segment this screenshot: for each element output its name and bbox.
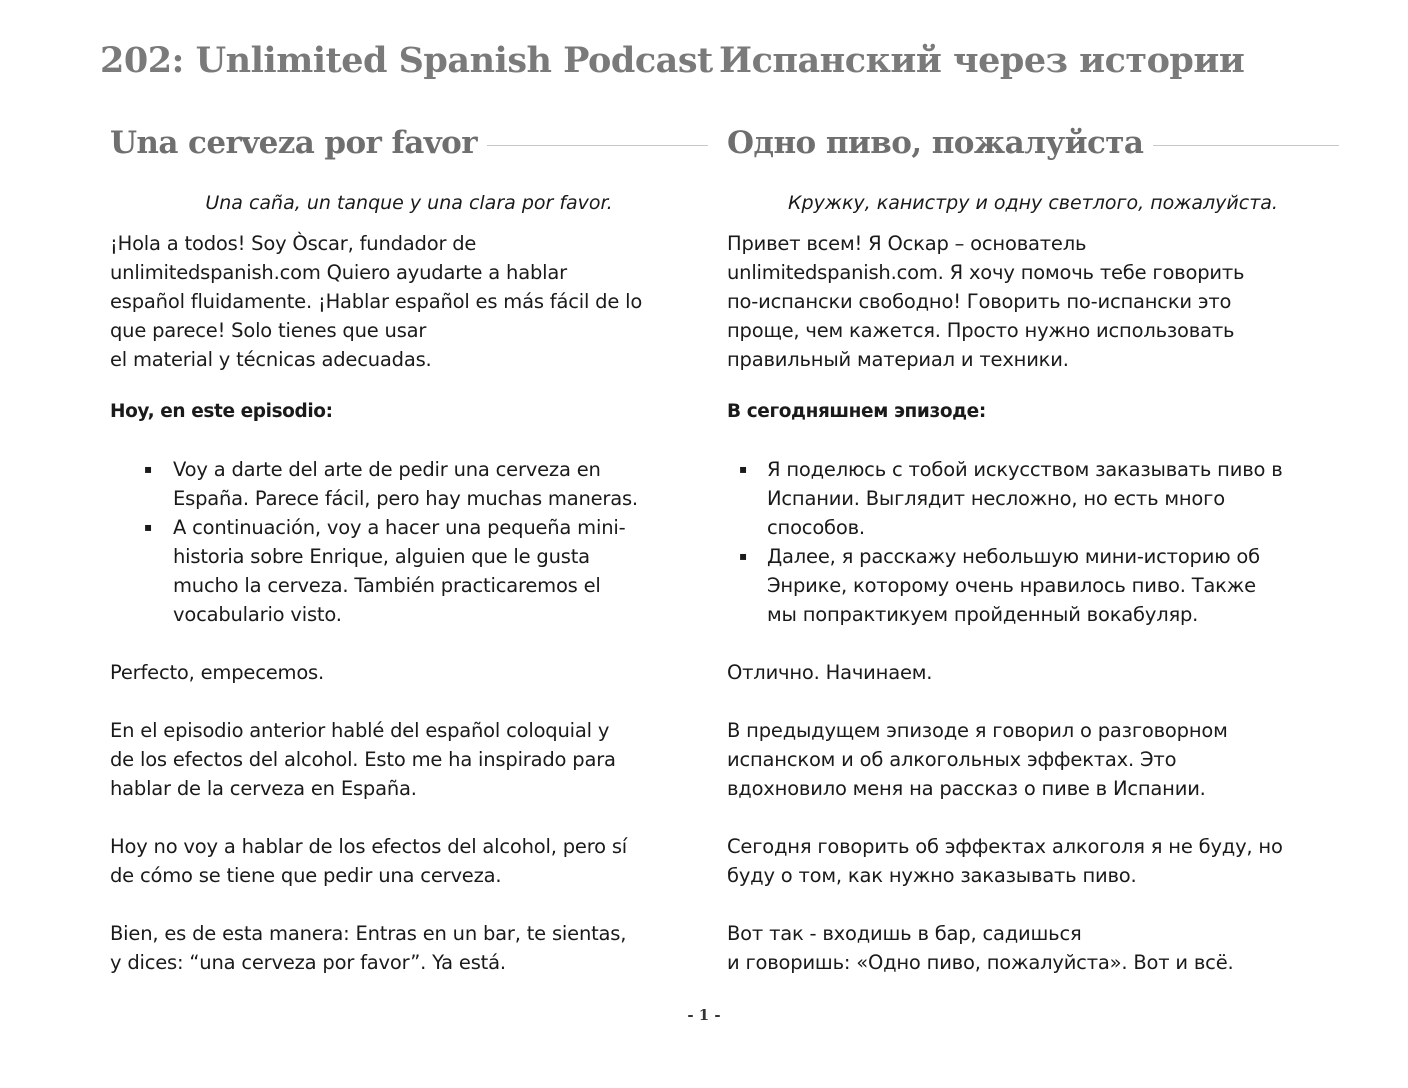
spanish-paragraph (110, 658, 708, 687)
spanish-subtitle: Una caña, un tanque y una clara por favor. (205, 192, 613, 214)
text-line: Отлично. Начинаем. (727, 661, 933, 684)
russian-paragraph (727, 658, 1339, 687)
russian-column (727, 118, 1339, 977)
text-line: вдохновило меня на рассказ о пиве в Испании. (727, 777, 1206, 800)
text-line: el material y técnicas adecuadas. (110, 348, 432, 371)
page-number: - 1 - (687, 1006, 721, 1024)
text-line: ¡Hola a todos! Soy Òscar, fundador de (110, 232, 477, 255)
list-item (727, 455, 1339, 542)
text-line: En el episodio anterior hablé del español coloquial y (110, 719, 610, 742)
spanish-column (110, 118, 708, 977)
list-item (110, 455, 708, 513)
text-line: Я поделюсь с тобой искусством заказывать пиво в (767, 458, 1283, 481)
text-line: испанском и об алкогольных эффектах. Это (727, 748, 1177, 771)
list-item (727, 542, 1339, 629)
square-bullet-icon: ▪ (739, 549, 747, 563)
text-line: unlimitedspanish.com. Я хочу помочь тебе говорить (727, 261, 1245, 284)
text-line: España. Parece fácil, pero hay muchas maneras. (173, 487, 638, 510)
text-line: буду о том, как нужно заказывать пиво. (727, 864, 1137, 887)
page-header (100, 40, 1340, 96)
spanish-paragraph (110, 716, 708, 803)
text-line: Далее, я расскажу небольшую мини-историю об (767, 545, 1260, 568)
russian-subtitle: Кружку, канистру и одну светлого, пожалуйста. (788, 192, 1278, 214)
text-line: и говоришь: «Одно пиво, пожалуйста». Вот и всё. (727, 951, 1234, 974)
spanish-bullet-list (110, 455, 708, 629)
text-line: Привет всем! Я Оскар – основатель (727, 232, 1087, 255)
text-line: правильный материал и техники. (727, 348, 1069, 371)
title-divider (1153, 145, 1339, 146)
text-line: hablar de la cerveza en España. (110, 777, 417, 800)
text-line: по-испански свободно! Говорить по-испански это (727, 290, 1232, 313)
text-line: Энрике, которому очень нравилось пиво. Также (767, 574, 1256, 597)
spanish-episode-heading: Hoy, en este episodio: (110, 401, 333, 422)
spanish-episode-title: Una cerveza por favor (110, 125, 477, 161)
text-line: español fluidamente. ¡Hablar español es más fácil de lo (110, 290, 643, 313)
text-line: Perfecto, empecemos. (110, 661, 325, 684)
text-line: Вот так - входишь в бар, садишься (727, 922, 1082, 945)
text-line: vocabulario visto. (173, 603, 342, 626)
russian-bullet-list (727, 455, 1339, 629)
title-divider (487, 145, 708, 146)
text-line: Сегодня говорить об эффектах алкоголя я не буду, но (727, 835, 1283, 858)
text-line: A continuación, voy a hacer una pequeña mini- (173, 516, 626, 539)
spanish-paragraph (110, 832, 708, 890)
spanish-paragraph (110, 919, 708, 977)
square-bullet-icon: ▪ (739, 462, 747, 476)
text-line: Испании. Выглядит несложно, но есть много (767, 487, 1225, 510)
text-line: que parece! Solo tienes que usar (110, 319, 427, 342)
text-line: мы попрактикуем пройденный вокабуляр. (767, 603, 1199, 626)
russian-paragraph (727, 716, 1339, 803)
russian-intro-paragraph (727, 229, 1339, 374)
spanish-intro-paragraph (110, 229, 708, 374)
text-line: способов. (767, 516, 865, 539)
text-line: y dices: “una cerveza por favor”. Ya está. (110, 951, 506, 974)
text-line: Voy a darte del arte de pedir una cerveza en (173, 458, 601, 481)
russian-title-row (727, 118, 1339, 168)
russian-episode-heading: В сегодняшнем эпизоде: (727, 401, 986, 422)
text-line: Bien, es de esta manera: Entras en un bar, te sientas, (110, 922, 627, 945)
text-line: mucho la cerveza. También practicaremos el (173, 574, 601, 597)
text-line: historia sobre Enrique, alguien que le gusta (173, 545, 590, 568)
text-line: проще, чем кажется. Просто нужно использовать (727, 319, 1235, 342)
series-title-russian: Испанский через истории (719, 40, 1245, 81)
russian-paragraph (727, 832, 1339, 890)
list-item (110, 513, 708, 629)
text-line: unlimitedspanish.com Quiero ayudarte a hablar (110, 261, 567, 284)
spanish-title-row (110, 118, 708, 168)
text-line: de los efectos del alcohol. Esto me ha inspirado para (110, 748, 616, 771)
square-bullet-icon: ▪ (144, 462, 152, 476)
text-line: В предыдущем эпизоде я говорил о разговорном (727, 719, 1228, 742)
text-line: Hoy no voy a hablar de los efectos del alcohol, pero sí (110, 835, 628, 858)
square-bullet-icon: ▪ (144, 520, 152, 534)
russian-paragraph (727, 919, 1339, 977)
podcast-title: 202: Unlimited Spanish Podcast (100, 40, 713, 81)
text-line: de cómo se tiene que pedir una cerveza. (110, 864, 502, 887)
russian-episode-title: Одно пиво, пожалуйста (727, 125, 1144, 161)
